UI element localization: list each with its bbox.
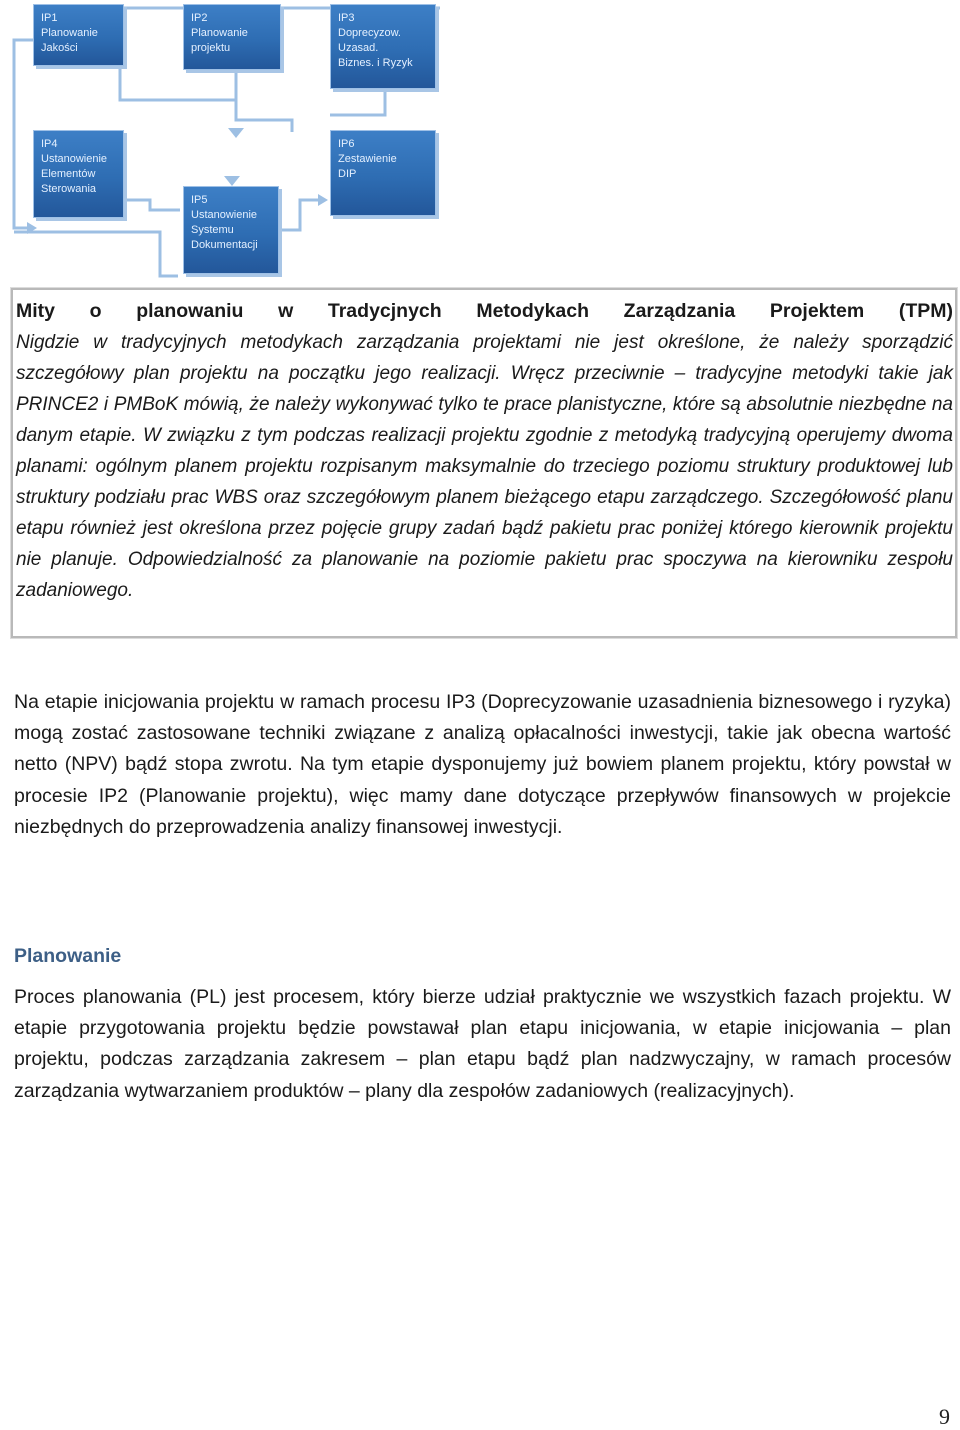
arrowhead-ip5: [224, 176, 240, 186]
paragraph-ip3: Na etapie inicjowania projektu w ramach procesu IP3 (Doprecyzowanie uzasadnienia biznesowego i ryzyka) mogą zostać zastosowane techniki związane z analizą opłacalności inwestycji, takie jak obecna wartość netto (NPV) bądź stopa zwrotu. Na tym etapie dysponujemy już bowiem planem projektu, który powstał w procesie IP2 (Planowanie projektu), więc mamy dane dotyczące przepływów finansowych w projekcie niezbędnych do przeprowadzenia analizy finansowej inwestycji.: [14, 691, 951, 838]
ip1-label: Planowanie: [41, 27, 98, 39]
ip4-label: Ustanowienie: [41, 153, 108, 165]
ip3-label-3: Biznes. i Ryzyk: [338, 57, 413, 69]
arrowhead-ip2: [228, 128, 244, 138]
connector-bottom: [14, 232, 178, 276]
connector-left-loop: [14, 40, 33, 228]
connector-ip5-ip6: [276, 200, 325, 230]
ip4-label-2: Elementów: [41, 168, 96, 180]
ip4-box: [33, 130, 124, 218]
page-number: 9: [939, 1404, 950, 1429]
ip1-box: [33, 4, 124, 66]
connector-ip4-ip5: [124, 200, 180, 210]
ip6-label: Zestawienie: [338, 153, 397, 165]
ip1-label-2: Jakości: [41, 42, 78, 54]
ip2-label: Planowanie: [191, 27, 248, 39]
myths-note-body: Nigdzie w tradycyjnych metodykach zarządzania projektami nie jest określone, że należy sporządzić szczegółowy plan projektu na początku jego realizacji. Wręcz przeciwnie – tradycyjne metodyki takie jak PRINCE2 i PMBoK mówią, że należy wykonywać tylko te prace planistyczne, które są absolutnie niezbędne na danym etapie. W związku z tym podczas realizacji projektu zgodnie z metodyką tradycyjną operujemy dwoma planami: ogólnym planem projektu rozpisanym maksymalnie do trzeciego poziomu struktury produktowej lub struktury podziału prac WBS oraz szczegółowym planem bieżącego etapu zarządczego. Szczegółowość planu etapu również jest określona przez pojęcie grupy zadań bądź pakietu prac poniżej którego kierownik projektu nie planuje. Odpowiedzialność za planowanie na poziomie pakietu prac spoczywa na kierowniku zespołu zadaniowego.: [16, 332, 953, 601]
ip4-code: IP4: [41, 138, 58, 150]
ip5-label-3: Dokumentacji: [191, 239, 258, 251]
process-diagram: [0, 0, 450, 290]
ip2-code: IP2: [191, 12, 208, 24]
section-title: Planowanie: [14, 945, 122, 967]
ip4-label-3: Sterowania: [41, 183, 97, 195]
ip5-box: [183, 186, 279, 274]
myths-note-heading: Mity o planowaniu w Tradycjnych Metodykach Zarządzania Projektem (TPM): [16, 300, 953, 322]
ip6-label-2: DIP: [338, 168, 357, 180]
ip2-box: [183, 4, 281, 70]
ip3-label-2: Uzasad.: [338, 42, 379, 54]
ip3-label: Doprecyzow.: [338, 27, 401, 39]
ip3-code: IP3: [338, 12, 355, 24]
ip2-label-2: projektu: [191, 42, 231, 54]
ip5-code: IP5: [191, 194, 208, 206]
ip6-code: IP6: [338, 138, 355, 150]
ip5-label-2: Systemu: [191, 224, 234, 236]
connector-ip2-down: [236, 70, 292, 132]
ip5-label: Ustanowienie: [191, 209, 258, 221]
paragraph-planning: Proces planowania (PL) jest procesem, który bierze udział praktycznie we wszystkich fazach projektu. W etapie przygotowania projektu będzie powstawał plan etapu inicjowania, w etapie inicjowania – plan projektu, podczas zarządzania zakresem – plan etapu bądź plan nadzwyczajny, w ramach procesów zarządzania wytwarzaniem produktów – plany dla zespołów zadaniowych (realizacyjnych).: [14, 986, 951, 1102]
ip6-box: [330, 130, 436, 216]
arrowhead-ip6: [318, 194, 328, 206]
ip1-code: IP1: [41, 12, 58, 24]
ip3-box: [330, 4, 436, 89]
myths-note-box: [11, 288, 957, 638]
